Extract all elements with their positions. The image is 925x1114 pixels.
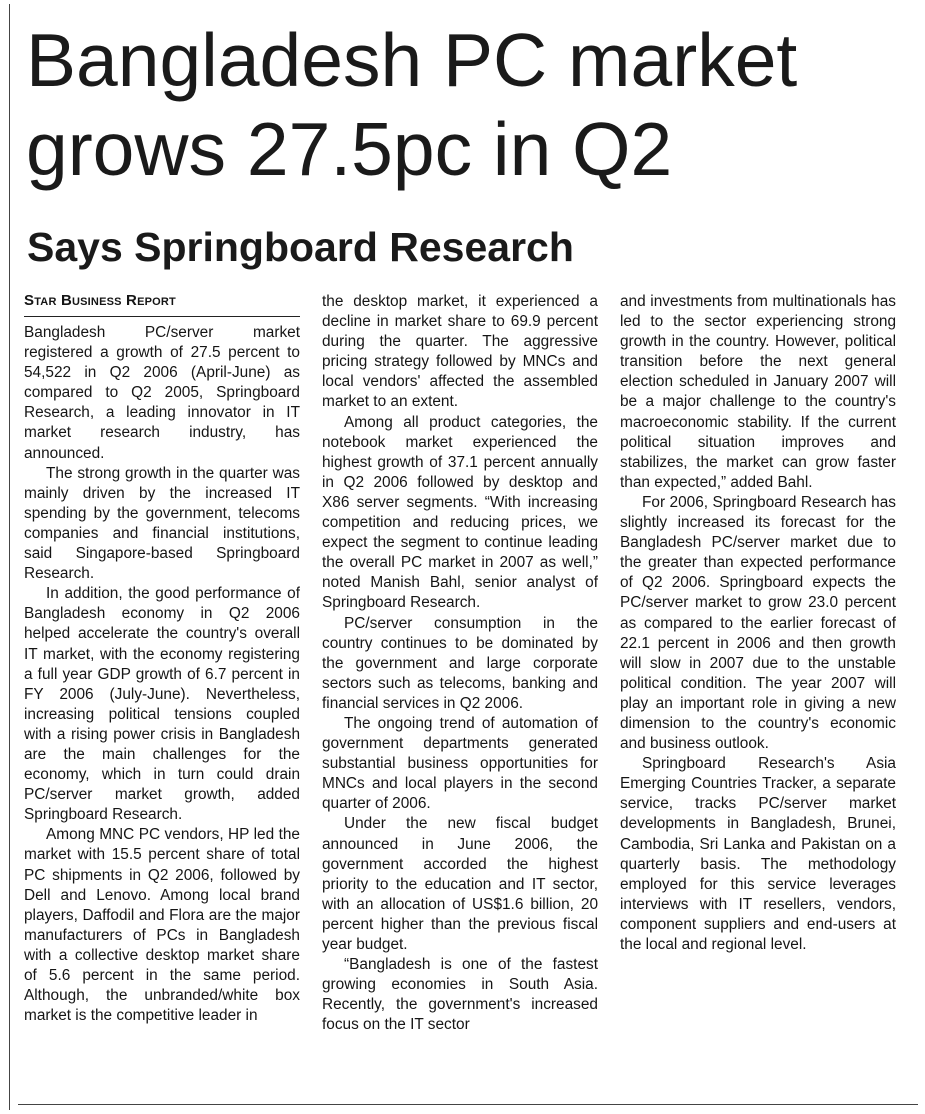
paragraph: For 2006, Springboard Research has slightly increased its forecast for the Bangladesh PC/server market due to the greater than expected performance of Q2 2006. Springboard expects the PC/server market to grow 23.0 percent as compared to the earlier forecast of 22.1 percent in 2006 and then growth will slow in 2007 due to the unstable political condition. The year 2007 will play an important role in giving a new dimension to the country's economic and business outlook. — [620, 493, 896, 753]
article-column-3 — [620, 292, 896, 1100]
paragraph: The strong growth in the quarter was mainly driven by the increased IT spending by the government, telecoms companies and financial institutions, said Singapore-based Springboard Research. — [24, 464, 300, 583]
paragraph: In addition, the good performance of Bangladesh economy in Q2 2006 helped accelerate the country's overall IT market, with the economy registering a full year GDP growth of 6.7 percent in FY 2006 (July-June). Nevertheless, increasing political tensions coupled with a rising power crisis in Bangladesh are the main challenges for the economy, which in turn could drain PC/server market growth, added Springboard Research. — [24, 585, 300, 824]
paragraph: Bangladesh PC/server market registered a growth of 27.5 percent to 54,522 in Q2 2006 (April-June) as compared to Q2 2005, Springboard Research, a leading innovator in IT market research industry, has announced. — [24, 324, 300, 462]
paragraph: PC/server consumption in the country continues to be dominated by the government and large corporate sectors such as telecoms, banking and financial services in Q2 2006. — [322, 614, 598, 712]
article-column-1 — [24, 290, 300, 1098]
paragraph: “Bangladesh is one of the fastest growing economies in South Asia. Recently, the government's increased focus on the IT sector — [322, 956, 598, 1034]
byline: Star Business Report — [24, 290, 300, 317]
paragraph: Springboard Research's Asia Emerging Countries Tracker, a separate service, tracks PC/server market developments in Bangladesh, Brunei, Cambodia, Sri Lanka and Pakistan on a quarterly basis. The methodology employed for this service leverages interviews with IT resellers, vendors, component suppliers and end-users at the local and regional level. — [620, 755, 896, 953]
headline-line-2: grows 27.5pc in Q2 — [26, 107, 673, 191]
headline-line-1: Bangladesh PC market — [26, 18, 798, 102]
article-column-2 — [322, 292, 598, 1100]
paragraph: The ongoing trend of automation of government departments generated substantial business opportunities for MNCs and local players in the second quarter of 2006. — [322, 714, 598, 813]
subheadline: Says Springboard Research — [27, 224, 574, 270]
paragraph: Under the new fiscal budget announced in June 2006, the government accorded the highest priority to the education and IT sector, with an allocation of US$1.6 billion, 20 percent higher than the previous fiscal year budget. — [322, 815, 598, 953]
headline — [26, 16, 916, 194]
paragraph: the desktop market, it experienced a decline in market share to 69.9 percent during the quarter. The aggressive pricing strategy followed by MNCs and local vendors' affected the assembled market to an extent. — [322, 293, 598, 411]
paragraph: and investments from multinationals has led to the sector experiencing strong growth in the country. However, political transition before the next general election scheduled in January 2007 will be a major challenge to the country's macroeconomic stability. If the current political situation improves and stabilizes, the market can grow faster than expected,” added Bahl. — [620, 293, 896, 491]
paragraph: Among MNC PC vendors, HP led the market with 15.5 percent share of total PC shipments in Q2 2006, followed by Dell and Lenovo. Among local brand players, Daffodil and Flora are the major manufacturers of PCs in Bangladesh with a collective desktop market share of 5.6 percent in the same period. Although, the unbranded/white box market is the competitive leader in — [24, 826, 300, 1025]
bottom-rule — [18, 1104, 918, 1105]
left-column-rule — [9, 4, 10, 1110]
paragraph: Among all product categories, the notebook market experienced the highest growth of 37.1 percent annually in Q2 2006 followed by desktop and X86 server segments. “With increasing competition and reducing prices, we expect the segment to continue leading the overall PC market in 2007 as well,” noted Manish Bahl, senior analyst of Springboard Research. — [322, 413, 598, 612]
